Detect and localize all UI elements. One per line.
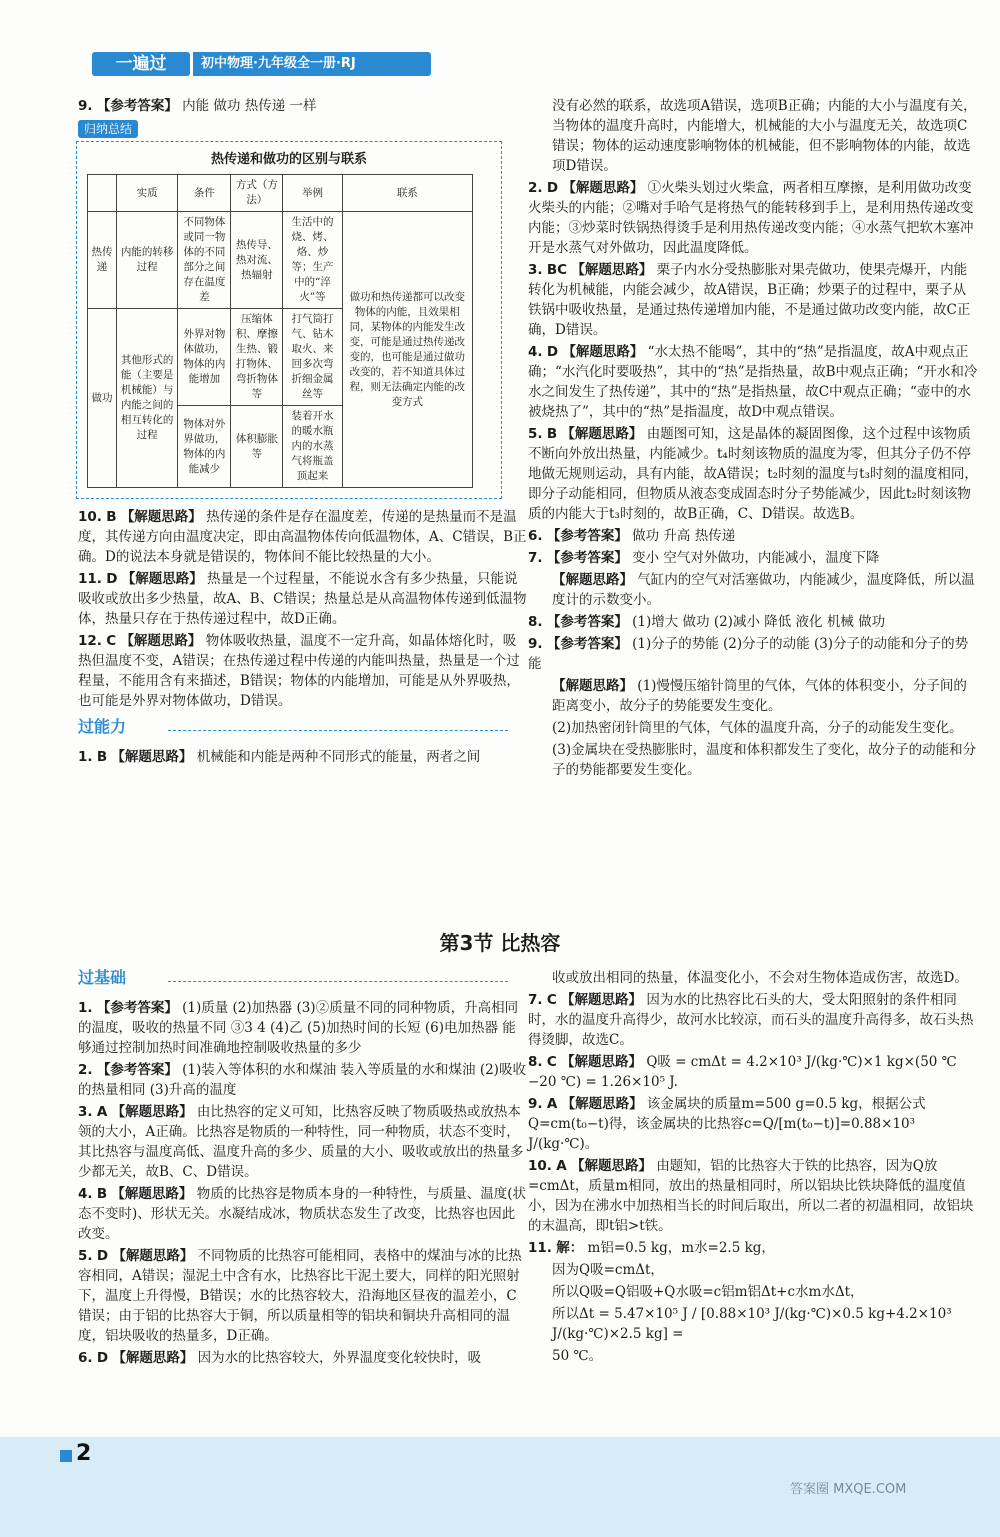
answer-item: 【解题思路】 气缸内的空气对活塞做功，内能减少，温度降低，所以温度计的示数变小。 <box>552 572 975 608</box>
answer-item: 8. 【参考答案】 (1)增大 做功 (2)减小 降低 液化 机械 做功 <box>528 614 886 630</box>
answer-item: 50 ℃。 <box>552 1348 603 1364</box>
answer-item: 7. C 【解题思路】 因为水的比热容比石头的大，受太阳照射的条件相同时，水的温度升高得少，故河水比较凉，而石头的温度升高得多，故石头热得烫脚，故选C。 <box>528 992 974 1048</box>
page-marker <box>60 1450 72 1462</box>
answer-list <box>78 507 528 711</box>
table-title: 热传递和做功的区别与联系 <box>210 152 367 167</box>
answer-item: 12. C 【解题思路】 物体吸收热量，温度不一定升高，如晶体熔化时，吸热但温度不变，A错误；在热传递过程中传递的内能叫热量，热量是一个过程量，不能用含有来描述，B错误；物体的内能增加，可能是从外界吸热，也可能是外界对物体做功，D错误。 <box>78 633 520 709</box>
page-number: 2 <box>76 1441 92 1466</box>
table-cell: 体积膨胀等 <box>231 406 283 488</box>
page-header <box>0 0 1000 80</box>
answer-item: 2. 【参考答案】 (1)装入等体积的水和煤油 装入等质量的水和煤油 (2)吸收的热量相同 (3)升高的温度 <box>78 1062 526 1098</box>
answer-item: 没有必然的联系，故选项A错误，选项B正确；内能的大小与温度有关，当物体的温度升高时，内能增大，机械能的大小与温度无关，故选项C错误；物体的运动速度影响物体的机械能，但不影响物体的内能，故选项D错误。 <box>552 98 977 174</box>
answer-item: 9. A 【解题思路】 该金属块的质量m=500 g=0.5 kg，根据公式Q=cm(t₀−t)得，该金属块的比热容c=Q/[m(t₀−t)]=0.88×10³ J/(kg·℃)。 <box>528 1096 926 1152</box>
table-header: 实质 <box>117 175 178 212</box>
watermark: 答案圈 MXQE.COM <box>790 1482 907 1497</box>
answer-item: 因为Q吸=cmΔt， <box>552 1262 664 1278</box>
answer-item: 11. D 【解题思路】 热量是一个过程量，不能说水含有多少热量，只能说吸收或放出多少热量，故A、B、C错误；热量总是从高温物体传递到低温物体，热量只存在于热传递过程中，故D正确。 <box>78 571 527 627</box>
table-header: 方式（方法） <box>231 175 283 212</box>
answer-item: (2)加热密闭针筒里的气体，气体的温度升高，分子的动能发生变化。 <box>552 720 963 736</box>
right-column-bottom <box>528 968 978 1368</box>
answer-item: 10. B 【解题思路】 热传递的条件是存在温度差，传递的是热量而不是温度，其传递方向由温度决定，即由高温物体传向低温物体，A、C错误，B正确。D的说法本身就是错误的，物体间不能比较热量的大小。 <box>78 509 527 565</box>
answer-item: 10. A 【解题思路】 由题知，铝的比热容大于铁的比热容，因为Q放=cmΔt，质量m相同，放出的热量相同时，所以铝块比铁块降低的温度值小，因为在沸水中加热相当长的时间后取出，所以二者的初温相同，故铝块的末温高，即t铝>t铁。 <box>528 1158 974 1234</box>
summary-label: 归纳总结 <box>78 120 138 138</box>
row-label: 热传递 <box>88 212 117 309</box>
summary-box <box>76 141 502 499</box>
table-cell: 热传导、热对流、热辐射 <box>231 212 283 309</box>
left-column-top <box>78 96 528 769</box>
answer-item: 9. 【参考答案】 (1)分子的势能 (2)分子的动能 (3)分子的动能和分子的势能 <box>528 636 969 672</box>
answer-item: 【解题思路】 (1)慢慢压缩针筒里的气体，气体的体积变小，分子间的距离变小，故分子的势能要发生变化。 <box>552 678 967 714</box>
answer-item: 收或放出相同的热量，体温变化小，不会对生物体造成伤害，故选D。 <box>552 970 968 986</box>
table-cell-link: 做功和热传递都可以改变物体的内能，且效果相同，某物体的内能发生改变，可能是通过热传递改变的，也可能是通过做功改变的，若不知道具体过程，则无法确定内能的改变方式 <box>342 212 472 488</box>
table-cell: 生活中的烧、烤、烙、炒等；生产中的“淬火”等 <box>283 212 342 309</box>
answer-item: 2. D 【解题思路】 ①火柴头划过火柴盒，两者相互摩擦，是利用做功改变火柴头的内能；②嘴对手哈气是将热气的能转移到手上，是利用热传递改变内能；③炒菜时铁锅热得烫手是利用热传递改变内能；④水蒸气把软木塞冲开是水蒸气对外做功，因此温度降低。 <box>528 180 974 256</box>
answer-item: 4. D 【解题思路】 “水太热不能喝”，其中的“热”是指温度，故A中观点正确；“水汽化时要吸热”，其中的“热”是指热量，故B中观点正确；“开水和冷水之间发生了热传递”，其中的“热”是指热量，故C中观点正确；“壶中的水被烧热了”，其中的“热”是指温度，故D中观点错误。 <box>528 344 978 420</box>
answer-item: 6. D 【解题思路】 因为水的比热容较大，外界温度变化较快时，吸 <box>78 1350 482 1366</box>
answer-item: 5. D 【解题思路】 不同物质的比热容可能相同，表格中的煤油与冰的比热容相同，A错误；湿泥土中含有水，比热容比干泥土要大，同样的阳光照射下，温度上升得慢，B错误；水的比热容较大，沿海地区昼夜的温差小，C错误；由于铝的比热容大于铜，所以质量相等的铝块和铜块升高相同的温度，铝块吸收的热量多，D正确。 <box>78 1248 522 1344</box>
table-cell: 压缩体积、摩擦生热、锻打物体、弯折物体等 <box>231 309 283 406</box>
answer-item: 6. 【参考答案】 做功 升高 热传递 <box>528 528 736 544</box>
answer-item: 4. B 【解题思路】 物质的比热容是物质本身的一种特性，与质量、温度(状态不变时)、形状无关。水凝结成冰，物质状态发生了改变，比热容也因此改变。 <box>78 1186 526 1242</box>
table-header-row <box>88 175 473 212</box>
brand-logo: 一遍过 <box>92 52 190 76</box>
comparison-table <box>87 174 473 488</box>
answer-item: 7. 【参考答案】 变小 空气对外做功，内能减小，温度下降 <box>528 550 880 566</box>
section-title: 第3节 比热容 <box>439 931 561 955</box>
table-cell: 不同物体或同一物体的不同部分之间存在温度差 <box>178 212 231 309</box>
table-cell: 装着开水的暖水瓶内的水蒸气将瓶盖顶起来 <box>283 406 342 488</box>
answer-item: 3. A 【解题思路】 由比热容的定义可知，比热容反映了物质吸热或放热本领的大小，A正确。比热容是物质的一种特性，同一种物质，状态不变时，其比热容与温度高低、温度升高的多少、质量的大小、吸收或放出的热量多少都无关，故B、C、D错误。 <box>78 1104 524 1180</box>
answer-item: 5. B 【解题思路】 由题图可知，这是晶体的凝固图像，这个过程中该物质不断向外放出热量，内能减少。t₄时刻该物质的温度为零，但其分子仍不停地做无规则运动，具有内能，故A错误；t₂时刻的温度与t₃时刻的温度相同，即分子动能相同，但物质从液态变成固态时分子势能减少，因此t₂时刻该物质的内能大于t₃时刻的，故B正确，C、D错误。故选B。 <box>528 426 978 522</box>
table-row <box>88 212 473 309</box>
table-cell: 物体对外界做功，物体的内能减少 <box>178 406 231 488</box>
subject-banner: 初中物理·九年级全一册·RJ <box>193 52 431 76</box>
answer-item: 所以Q吸=Q铝吸+Q水吸=c铝m铝Δt+c水m水Δt， <box>552 1284 864 1300</box>
table-cell: 其他形式的能（主要是机械能）与内能之间的相互转化的过程 <box>117 309 178 488</box>
answer-item: 3. BC 【解题思路】 栗子内水分受热膨胀对果壳做功，使果壳爆开，内能转化为机械能，内能会减少，故A错误，B正确；炒栗子的过程中，栗子从铁锅中吸收热量，是通过热传递增加内能，不是通过做功改变内能，故C正确，D错误。 <box>528 262 971 338</box>
answer-item: 1. B 【解题思路】 机械能和内能是两种不同形式的能量，两者之间 <box>78 749 481 765</box>
answer-item: 所以Δt = 5.47×10⁵ J / [0.88×10³ J/(kg·℃)×0.5 kg+4.2×10³ J/(kg·℃)×2.5 kg] = <box>552 1306 952 1342</box>
section-heading-ability: 过能力 <box>78 717 528 743</box>
table-cell: 外界对物体做功，物体的内能增加 <box>178 309 231 406</box>
section-heading-basic: 过基础 <box>78 968 528 994</box>
left-column-bottom <box>78 968 528 1370</box>
answer-item: 9. 【参考答案】 内能 做功 热传递 一样 <box>78 98 317 114</box>
table-cell: 内能的转移过程 <box>117 212 178 309</box>
answer-item: 1. 【参考答案】 (1)质量 (2)加热器 (3)②质量不同的同种物质，升高相同的温度，吸收的热量不同 ③3 4 (4)乙 (5)加热时间的长短 (6)电加热器 能够通过控制加热时间准确地控制吸收热量的多少 <box>78 1000 519 1056</box>
row-label: 做功 <box>88 309 117 488</box>
answer-list <box>78 998 528 1368</box>
table-cell: 打气筒打气、钻木取火、来回多次弯折细金属丝等 <box>283 309 342 406</box>
answer-item: 11. 解： m铝=0.5 kg，m水=2.5 kg， <box>528 1240 775 1256</box>
table-header: 举例 <box>283 175 342 212</box>
table-header: 联系 <box>342 175 472 212</box>
table-header: 条件 <box>178 175 231 212</box>
right-column-top <box>528 96 978 782</box>
answer-item: 8. C 【解题思路】 Q吸 = cmΔt = 4.2×10³ J/(kg·℃)×1 kg×(50 ℃−20 ℃) = 1.26×10⁵ J. <box>528 1054 957 1090</box>
answer-item: (3)金属块在受热膨胀时，温度和体积都发生了变化，故分子的动能和分子的势能都要发生变化。 <box>552 742 977 778</box>
